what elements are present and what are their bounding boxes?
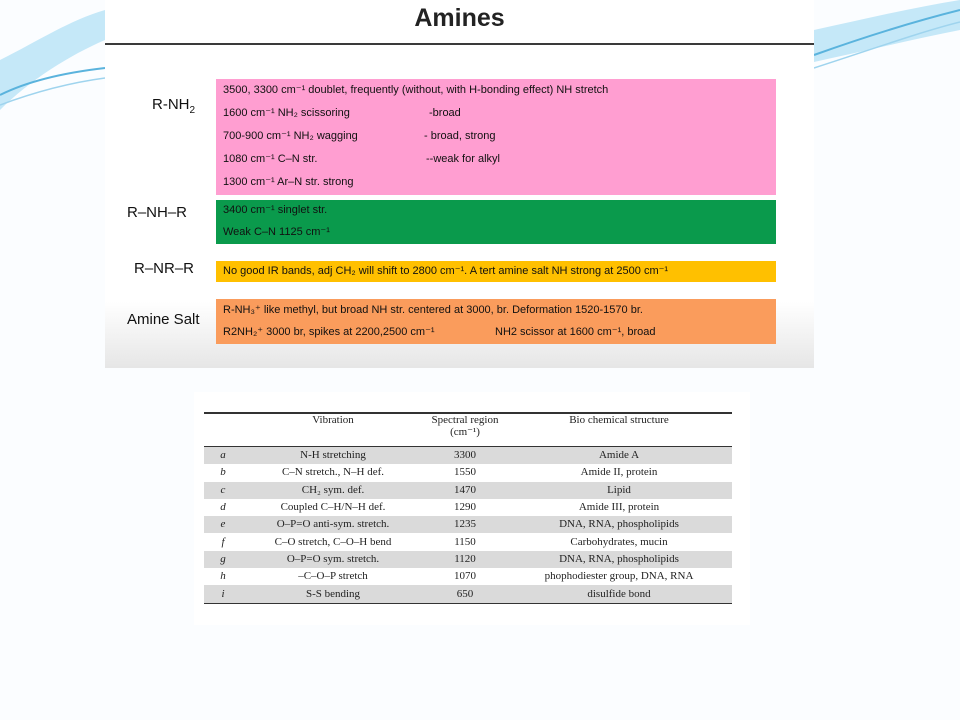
header-vibration: Vibration xyxy=(312,414,354,426)
cell-vibration: –C–O–P stretch xyxy=(298,570,368,583)
table-row xyxy=(204,551,732,568)
cell-spectral-region: 1120 xyxy=(454,552,476,565)
vibration-table xyxy=(204,412,732,604)
cell-biochemical-structure: DNA, RNA, phospholipids xyxy=(559,552,679,565)
cell-biochemical-structure: phophodiester group, DNA, RNA xyxy=(544,570,694,583)
table-row xyxy=(204,482,732,499)
cell-letter: d xyxy=(220,501,226,514)
cell-spectral-region: 1290 xyxy=(454,501,476,514)
title-divider xyxy=(105,43,814,45)
table-row xyxy=(204,499,732,516)
tertiary-amine-box xyxy=(216,261,776,282)
box-line: 3400 cm⁻¹ singlet str. xyxy=(223,204,328,216)
header-spectral-region: Spectral region (cm⁻¹) xyxy=(431,414,499,438)
cell-vibration: C–N stretch., N–H def. xyxy=(281,466,385,479)
box-line: 1600 cm⁻¹ NH₂ scissoring -broad xyxy=(223,107,461,119)
header-biochemical-structure: Bio chemical structure xyxy=(569,414,669,426)
table-row xyxy=(204,585,732,603)
cell-letter: h xyxy=(220,570,226,583)
cell-spectral-region: 1150 xyxy=(454,535,476,548)
cell-biochemical-structure: Carbohydrates, mucin xyxy=(570,535,668,548)
cell-vibration: O–P=O sym. stretch. xyxy=(286,552,380,565)
cell-biochemical-structure: disulfide bond xyxy=(587,587,651,600)
box-line: Weak C–N 1125 cm⁻¹ xyxy=(223,226,330,238)
cell-vibration: N-H stretching xyxy=(300,449,366,462)
box-line: R2NH₂⁺ 3000 br, spikes at 2200,2500 cm⁻¹ NH2 scissor at 1600 cm⁻¹, broad xyxy=(223,326,656,338)
table-row xyxy=(204,464,732,481)
cell-biochemical-structure: Lipid xyxy=(607,483,631,496)
cell-spectral-region: 1470 xyxy=(454,483,476,496)
cell-biochemical-structure: DNA, RNA, phospholipids xyxy=(559,518,679,531)
cell-letter: b xyxy=(220,466,226,479)
cell-letter: e xyxy=(220,518,226,531)
table-row xyxy=(204,533,732,550)
box-line: No good IR bands, adj CH₂ will shift to 2800 cm⁻¹. A tert amine salt NH strong at 2500 cm⁻¹ xyxy=(223,265,669,277)
box-line: 3500, 3300 cm⁻¹ doublet, frequently (without, with H-bonding effect) NH stretch xyxy=(223,84,609,96)
cell-spectral-region: 1550 xyxy=(454,466,476,479)
cell-spectral-region: 1235 xyxy=(454,518,476,531)
table-row xyxy=(204,568,732,585)
amines-slide-panel xyxy=(105,0,814,368)
box-line: 1080 cm⁻¹ C–N str. --weak for alkyl xyxy=(223,153,500,165)
cell-letter: g xyxy=(220,552,226,565)
box-line: 1300 cm⁻¹ Ar–N str. strong xyxy=(223,176,354,188)
cell-letter: c xyxy=(220,483,226,496)
secondary-amine-box xyxy=(216,200,776,244)
cell-spectral-region: 1070 xyxy=(454,570,476,583)
cell-spectral-region: 3300 xyxy=(454,449,476,462)
vibration-table-figure xyxy=(194,392,750,625)
box-line: R-NH₃⁺ like methyl, but broad NH str. centered at 3000, br. Deformation 1520-1570 br. xyxy=(223,304,643,316)
box-line: 700-900 cm⁻¹ NH₂ wagging - broad, strong xyxy=(223,130,496,142)
cell-vibration: S-S bending xyxy=(305,587,361,600)
amine-salt-box xyxy=(216,299,776,344)
table-row xyxy=(204,516,732,533)
cell-biochemical-structure: Amide III, protein xyxy=(578,501,660,514)
cell-spectral-region: 650 xyxy=(456,587,474,600)
group-label-amine-salt: Amine Salt xyxy=(127,311,200,328)
primary-amine-box xyxy=(216,79,776,195)
group-label-secondary-amine: R–NH–R xyxy=(127,204,188,221)
header-letter xyxy=(204,413,242,447)
group-label-primary-amine: $R-NH_2$ xyxy=(152,96,196,116)
cell-vibration: O–P=O anti-sym. stretch. xyxy=(276,518,390,531)
table-row xyxy=(204,447,732,465)
cell-vibration: Coupled C–H/N–H def. xyxy=(280,501,386,514)
table-header-row xyxy=(204,413,732,447)
cell-vibration: C–O stretch, C–O–H bend xyxy=(274,535,392,548)
cell-letter: i xyxy=(221,587,225,600)
cell-biochemical-structure: Amide II, protein xyxy=(580,466,658,479)
group-label-tertiary-amine: R–NR–R xyxy=(134,260,195,277)
slide-title: Amines xyxy=(414,4,505,32)
cell-letter: a xyxy=(220,449,226,462)
cell-biochemical-structure: Amide A xyxy=(598,449,640,462)
cell-vibration: CH₂ sym. def. xyxy=(301,483,365,496)
cell-letter: f xyxy=(221,535,225,548)
